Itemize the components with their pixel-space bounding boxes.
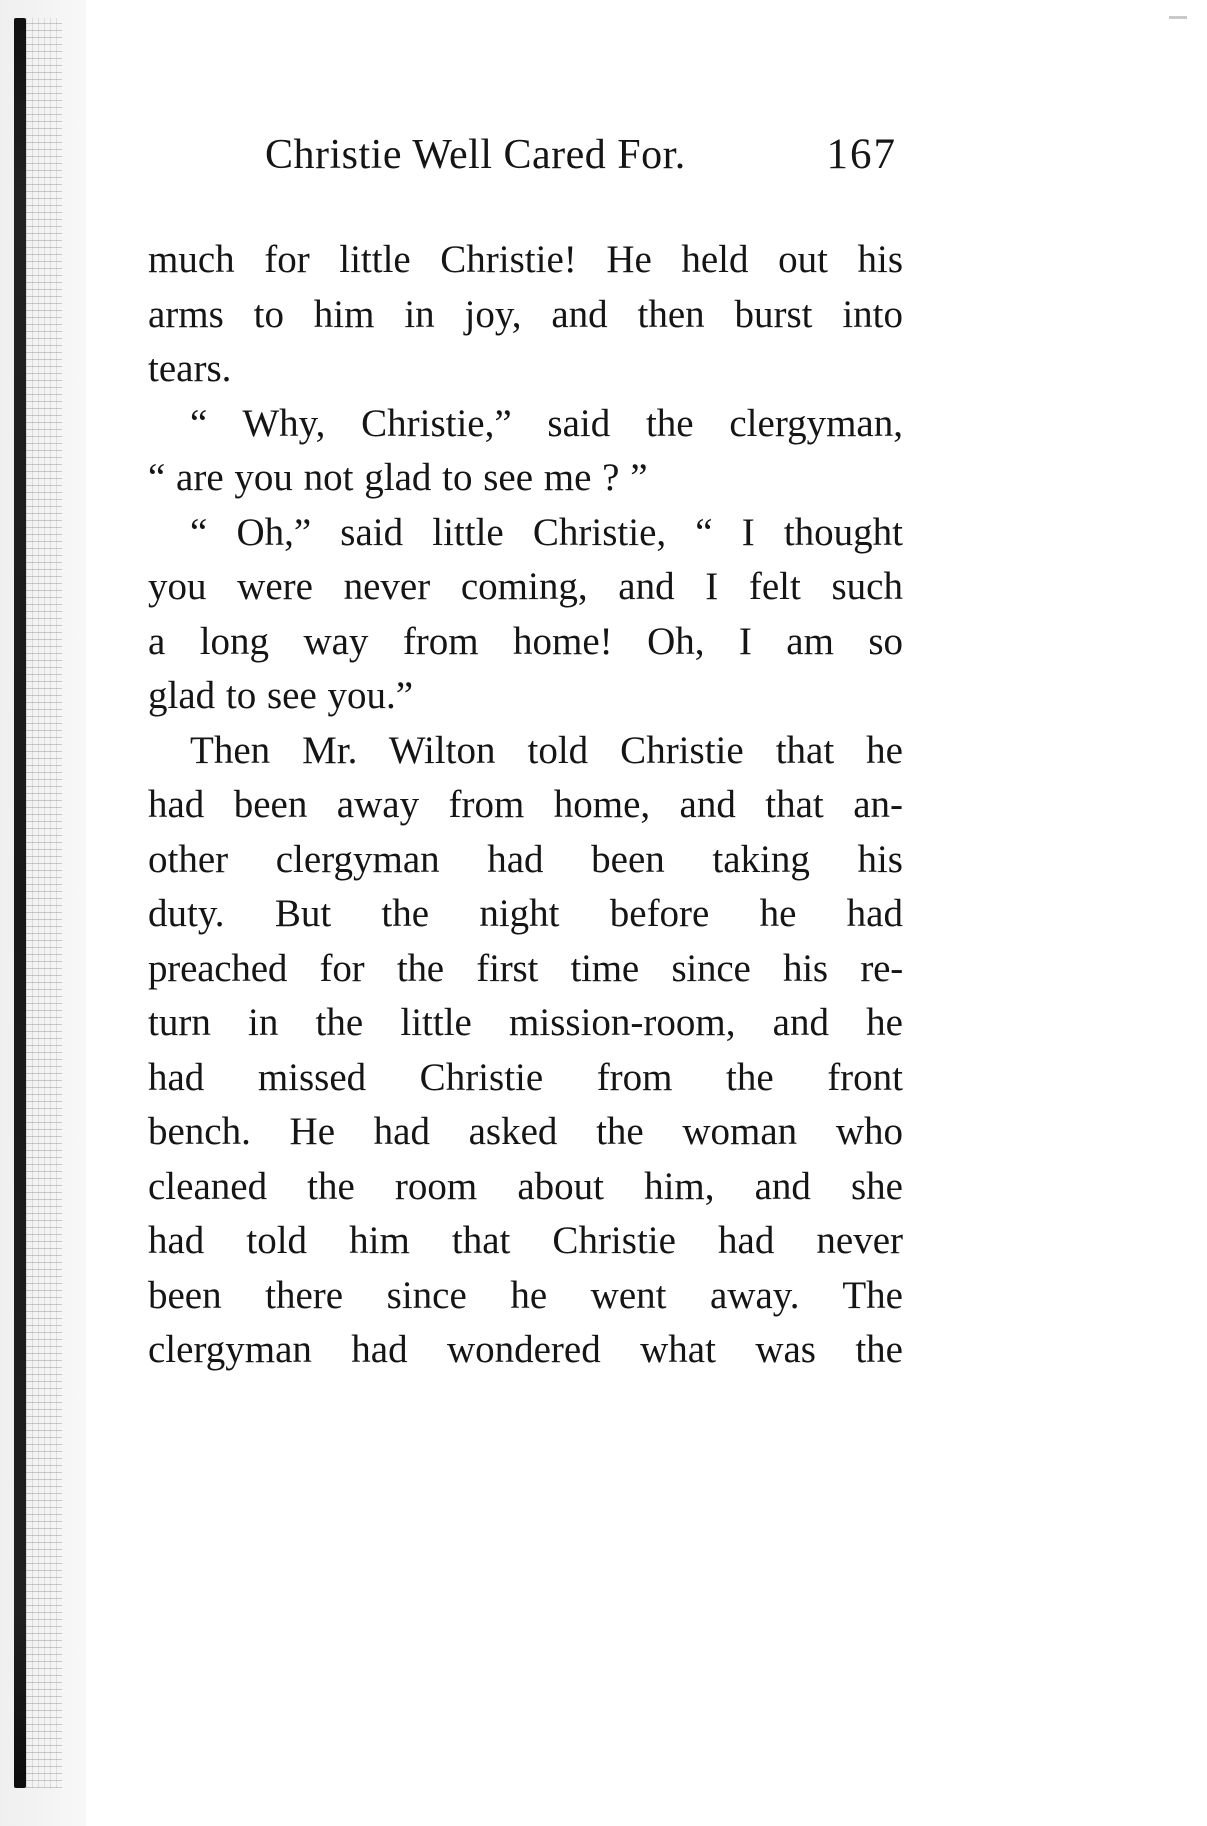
text-line: other clergyman had been taking his xyxy=(148,837,903,881)
text-line: had missed Christie from the front xyxy=(148,1055,903,1099)
text-line: “ Why, Christie,” said the clergyman, xyxy=(190,401,903,445)
text-line: much for little Christie! He held out his xyxy=(148,238,903,281)
text-line: arms to him in joy, and then burst into xyxy=(148,292,903,336)
text-line: cleaned the room about him, and she xyxy=(148,1164,903,1208)
chapter-title: Christie Well Cared For. xyxy=(265,132,686,178)
text-line: turn in the little mission-room, and he xyxy=(148,1001,903,1044)
text-line: tears. xyxy=(148,347,232,390)
text-line: glad to see you.” xyxy=(148,674,414,717)
book-binding-edge xyxy=(14,18,26,1788)
book-page xyxy=(148,115,903,1378)
text-line: a long way from home! Oh, I am so xyxy=(148,619,903,663)
text-line: clergyman had wondered what was the xyxy=(148,1328,903,1371)
page-number: 167 xyxy=(826,131,897,178)
text-line: “ are you not glad to see me ? ” xyxy=(148,456,648,499)
text-line: had told him that Christie had never xyxy=(148,1219,903,1262)
text-line: duty. But the night before he had xyxy=(148,892,903,935)
text-line: bench. He had asked the woman who xyxy=(148,1110,903,1153)
text-line: Then Mr. Wilton told Christie that he xyxy=(190,728,903,772)
text-line: preached for the first time since his re- xyxy=(148,946,903,990)
body-text xyxy=(148,233,903,1378)
text-line: been there since he went away. The xyxy=(148,1273,903,1317)
page-edge-mark xyxy=(1169,16,1187,19)
running-head xyxy=(148,115,903,185)
text-line: you were never coming, and I felt such xyxy=(148,565,903,608)
text-line: had been away from home, and that an- xyxy=(148,783,903,826)
text-line: “ Oh,” said little Christie, “ I thought xyxy=(190,510,903,554)
